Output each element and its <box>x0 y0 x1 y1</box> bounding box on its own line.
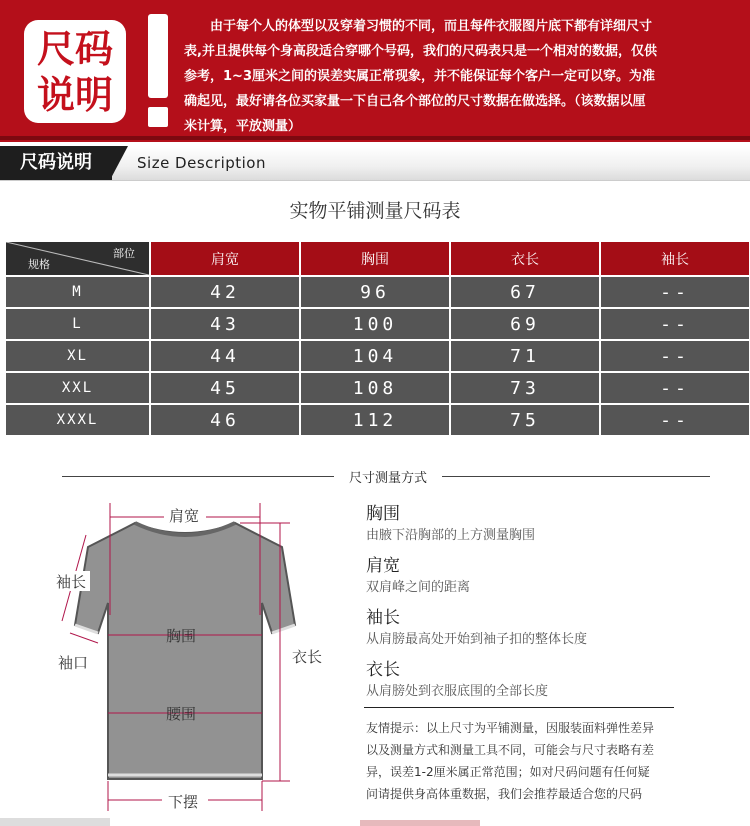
shoulder-cell: 42 <box>151 277 299 307</box>
notice-line-5: 米计算，平放测量） <box>184 119 302 134</box>
size-cell: XXL <box>6 373 149 403</box>
chest-cell: 100 <box>301 309 449 339</box>
bottom-decor-mid <box>360 820 480 826</box>
measurement-desc: 从肩膀最高处开始到袖子扣的整体长度 <box>366 632 588 647</box>
notice-line-1-text: 由于每个人的体型以及穿着习惯的不同，而且每件衣服图片底下都有详细尺寸 <box>210 19 653 34</box>
chest-cell: 104 <box>301 341 449 371</box>
sleeve-cell: -- <box>601 277 749 307</box>
length-cell: 73 <box>451 373 599 403</box>
notice-line-2: 表,并且提供每个身高段适合穿哪个号码，我们的尺码表只是一个相对的数据，仅供 <box>184 44 657 59</box>
tip-line: 友情提示：以上尺寸为平铺测量，因服装面料弹性差异 <box>366 721 655 735</box>
corner-spec-label: 规格 <box>28 258 50 271</box>
badge-line-1: 尺码 <box>36 25 113 71</box>
tip-line: 异，误差1-2厘米属正常范围；如对尺码问题有任何疑 <box>366 765 650 779</box>
size-table <box>4 240 750 437</box>
section-subtitle: Size Description <box>137 154 266 172</box>
length-cell: 67 <box>451 277 599 307</box>
shoulder-cell: 45 <box>151 373 299 403</box>
tip-divider <box>364 707 674 708</box>
measurement-name: 胸围 <box>366 504 400 524</box>
diagram-label-shoulder: 肩宽 <box>169 507 200 525</box>
section-header <box>0 146 750 181</box>
tshirt-shape <box>75 523 295 779</box>
chest-cell: 112 <box>301 405 449 435</box>
header-shoulder: 肩宽 <box>151 242 299 275</box>
diagram-label-sleeve: 袖长 <box>56 573 87 591</box>
size-cell: XXXL <box>6 405 149 435</box>
table-row <box>6 373 749 403</box>
length-cell: 69 <box>451 309 599 339</box>
exclamation-icon <box>148 14 168 98</box>
table-title: 实物平铺测量尺码表 <box>289 200 461 222</box>
measurement-name: 袖长 <box>366 608 400 628</box>
section-label: 尺码说明 <box>0 146 112 180</box>
size-cell: M <box>6 277 149 307</box>
measurement-desc: 由腋下沿胸部的上方测量胸围 <box>366 528 536 543</box>
chest-cell: 108 <box>301 373 449 403</box>
measurement-name: 肩宽 <box>366 556 400 576</box>
header-sleeve: 袖长 <box>601 242 749 275</box>
list-item <box>366 554 696 598</box>
sleeve-cell: -- <box>601 341 749 371</box>
list-item <box>366 658 696 702</box>
shoulder-cell: 46 <box>151 405 299 435</box>
badge-line-2: 说明 <box>36 71 113 117</box>
list-item <box>366 502 696 546</box>
measurement-list <box>366 502 696 710</box>
shoulder-cell: 43 <box>151 309 299 339</box>
bottom-decor-left <box>0 818 110 826</box>
length-cell: 75 <box>451 405 599 435</box>
notice-line-3: 参考，1~3厘米之间的误差实属正常现象，并不能保证每个客户一定可以穿。为准 <box>184 69 655 84</box>
measurement-title-rule-right <box>442 476 710 477</box>
size-notice-banner <box>0 0 750 142</box>
sleeve-cell: -- <box>601 309 749 339</box>
banner-divider <box>0 136 750 140</box>
size-cell: L <box>6 309 149 339</box>
corner-part-label: 部位 <box>113 247 135 260</box>
bottom-decor-strip <box>0 818 750 826</box>
exclamation-dot-icon <box>148 107 168 127</box>
section-label-slant <box>110 146 128 180</box>
chest-cell: 96 <box>301 277 449 307</box>
size-cell: XL <box>6 341 149 371</box>
sleeve-cell: -- <box>601 373 749 403</box>
notice-line-1 <box>184 14 732 39</box>
diagram-label-chest: 胸围 <box>166 627 197 645</box>
table-row <box>6 341 749 371</box>
header-chest: 胸围 <box>301 242 449 275</box>
header-length: 衣长 <box>451 242 599 275</box>
tshirt-diagram <box>40 495 330 815</box>
table-row <box>6 309 749 339</box>
cuff-guide <box>70 633 98 643</box>
measurement-desc: 从肩膀处到衣服底围的全部长度 <box>366 684 549 699</box>
table-corner-cell <box>6 242 149 275</box>
friendly-tip <box>366 717 676 805</box>
table-header-row <box>6 242 749 275</box>
length-cell: 71 <box>451 341 599 371</box>
notice-text <box>184 14 732 139</box>
diagram-label-hem: 下摆 <box>168 793 199 811</box>
sleeve-cell: -- <box>601 405 749 435</box>
measurement-title: 尺寸测量方式 <box>348 471 427 486</box>
diagram-label-cuff: 袖口 <box>58 654 89 672</box>
measurement-title-rule-left <box>62 476 334 477</box>
table-row <box>6 277 749 307</box>
list-item <box>366 606 696 650</box>
tip-line: 问请提供身高体重数据，我们会推荐最适合您的尺码 <box>366 787 643 801</box>
measurement-desc: 双肩峰之间的距离 <box>366 580 471 595</box>
tip-line: 以及测量方式和测量工具不同，可能会与尺寸表略有差 <box>366 743 655 757</box>
diagram-label-length: 衣长 <box>292 648 323 666</box>
notice-line-4: 确起见，最好请各位买家量一下自己各个部位的尺寸数据在做选择。（该数据以厘 <box>184 94 646 109</box>
diagram-label-waist: 腰围 <box>166 705 197 723</box>
size-note-badge <box>24 20 126 123</box>
measurement-name: 衣长 <box>366 660 400 680</box>
shoulder-cell: 44 <box>151 341 299 371</box>
table-row <box>6 405 749 435</box>
